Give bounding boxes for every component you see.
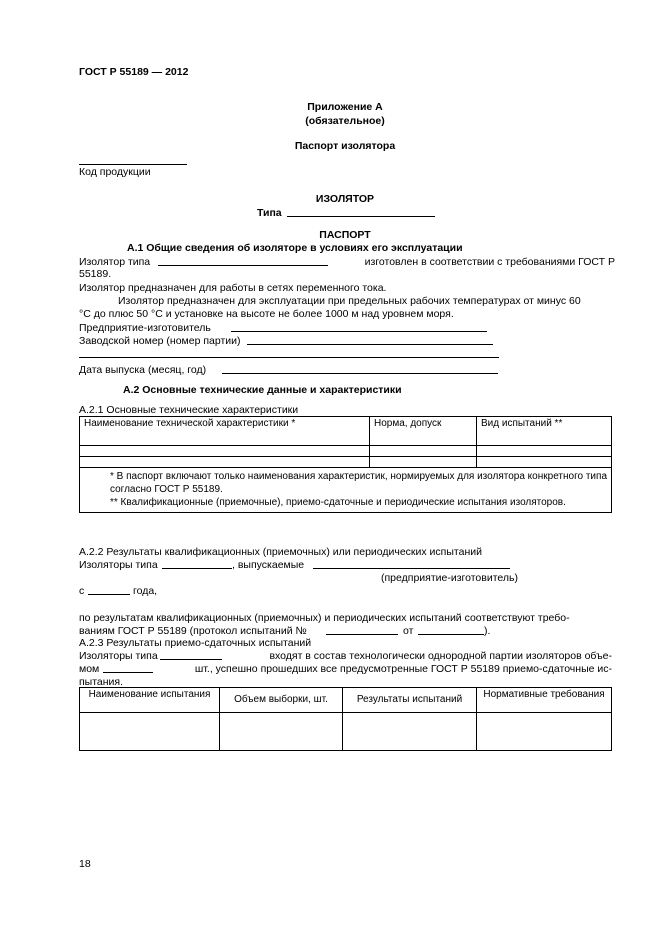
a22-since-label: с — [79, 585, 85, 597]
a22-produced-label: , выпускаемые — [232, 559, 305, 571]
table1-note-2: ** Квалификационные (приемочные), приемо-сдаточные и периодические испытания изоляторов. — [110, 497, 566, 508]
a23-batch-text: входят в состав технологически однородной партии изоляторов объе- — [269, 650, 612, 662]
section-a2-heading: А.2 Основные технические данные и характеристики — [123, 384, 402, 396]
table2-header-test-name: Наименование испытания — [80, 688, 220, 713]
a22-compliance-text: по результатам квалификационных (приемочных) и периодических испытаний соответствуют требо- — [79, 612, 570, 624]
appendix-status: (обязательное) — [305, 115, 385, 127]
product-code-line — [79, 164, 187, 165]
a22-manufacturer-field — [313, 568, 510, 569]
a22-year-label: года, — [133, 585, 158, 597]
manufacturer-field — [231, 331, 487, 332]
acceptance-tests-table — [79, 687, 612, 751]
section-a1-heading: А.1 Общие сведения об изоляторе в условиях его эксплуатации — [127, 242, 463, 254]
a23-type-field — [160, 659, 222, 660]
a1-temperature-text: Изолятор предназначен для эксплуатации при предельных рабочих температурах от минус 60 — [118, 295, 581, 307]
serial-number-field-2 — [79, 357, 499, 358]
table2-header-results: Результаты испытаний — [343, 688, 477, 713]
a1-type-field — [158, 265, 328, 266]
table1-header-name: Наименование технической характеристики * — [80, 417, 370, 446]
release-date-label: Дата выпуска (месяц, год) — [79, 364, 207, 376]
a23-type-label: Изоляторы типа — [79, 650, 158, 662]
isolator-title: ИЗОЛЯТОР — [315, 193, 375, 205]
standard-header: ГОСТ Р 55189 — 2012 — [79, 66, 189, 78]
a23-volume-field — [103, 672, 153, 673]
table1-header-norm: Норма, допуск — [370, 417, 477, 446]
a23-passed-text: шт., успешно прошедших все предусмотренные ГОСТ Р 55189 приемо-сдаточные ис- — [194, 663, 612, 675]
a23-tests-end: пытания. — [79, 676, 124, 688]
a22-protocol-date-field — [418, 634, 484, 635]
a1-altitude-text: °С до плюс 50 °С и установке на высоте не более 1000 м над уровнем моря. — [79, 308, 454, 320]
a22-manufacturer-caption: (предприятие-изготовитель) — [381, 572, 518, 584]
table1-notes — [80, 468, 612, 513]
a1-ac-network-text: Изолятор предназначен для работы в сетях переменного тока. — [79, 282, 387, 294]
a1-standard-cont: 55189. — [79, 268, 112, 280]
table-row — [80, 713, 612, 751]
isolator-type-field — [287, 216, 435, 217]
a23-volume-label: мом — [79, 663, 100, 675]
product-code-label: Код продукции — [79, 166, 151, 178]
table-row — [80, 457, 612, 468]
serial-number-label: Заводской номер (номер партии) — [79, 335, 241, 347]
a22-protocol-end: ). — [484, 625, 491, 637]
table2-header-sample-size: Объем выборки, шт. — [220, 688, 343, 713]
table-row — [80, 446, 612, 457]
document-title: Паспорт изолятора — [294, 140, 396, 152]
a22-type-label: Изоляторы типа — [79, 559, 158, 571]
isolator-type-label: Типа — [257, 207, 282, 219]
tech-characteristics-table — [79, 416, 612, 513]
passport-title: ПАСПОРТ — [319, 229, 371, 241]
release-date-field — [222, 373, 498, 374]
a1-manufactured-text: изготовлен в соответствии с требованиями ГОСТ Р — [364, 256, 615, 268]
a22-type-field — [162, 568, 232, 569]
a22-protocol-number-field — [326, 634, 398, 635]
page-number: 18 — [79, 858, 91, 870]
a1-type-label: Изолятор типа — [79, 256, 151, 268]
a22-date-label: от — [403, 625, 414, 637]
section-a21-title: А.2.1 Основные технические характеристики — [79, 404, 299, 416]
a22-protocol-label: ваниям ГОСТ Р 55189 (протокол испытаний № — [79, 625, 307, 637]
table1-header-test-type: Вид испытаний ** — [477, 417, 612, 446]
a22-year-field — [88, 594, 130, 595]
appendix-title: Приложение А — [307, 101, 383, 113]
table1-note-1: * В паспорт включают только наименования характеристик, нормируемых для изолятора конкретного типа согласно ГОСТ Р 55189. — [110, 471, 607, 495]
manufacturer-label: Предприятие-изготовитель — [79, 322, 211, 334]
table2-header-requirements: Нормативные требования — [477, 688, 612, 713]
serial-number-field — [247, 344, 493, 345]
section-a23-title: А.2.3 Результаты приемо-сдаточных испытаний — [79, 637, 312, 649]
section-a22-title: А.2.2 Результаты квалификационных (приемочных) или периодических испытаний — [79, 546, 482, 558]
